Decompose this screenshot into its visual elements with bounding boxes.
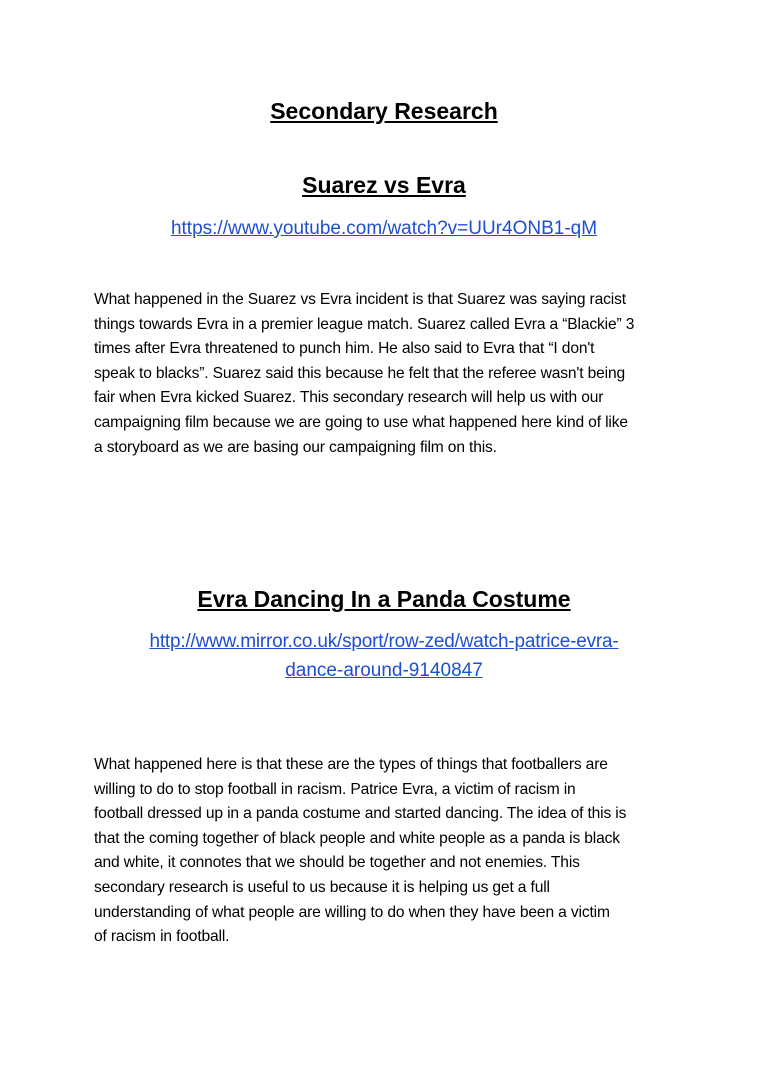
paragraph-line: understanding of what people are willing to do when they have been a victim [94,903,610,921]
section1-paragraph [94,288,674,460]
youtube-link[interactable]: https://www.youtube.com/watch?v=UUr4ONB1-qM [170,218,598,239]
section-heading-evra-panda: Evra Dancing In a Panda Costume [197,586,571,612]
paragraph-line: and white, it connotes that we should be together and not enemies. This [94,854,580,872]
paragraph-line: secondary research is useful to us because it is helping us get a full [94,878,550,896]
paragraph-line: What happened here is that these are the types of things that footballers are [94,756,608,773]
section-heading-suarez-vs-evra: Suarez vs Evra [302,172,466,198]
paragraph-line: of racism in football. [94,928,230,946]
paragraph-line: times after Evra threatened to punch him. He also said to Evra that “I don't [94,340,595,358]
paragraph-line: football dressed up in a panda costume and started dancing. The idea of this is [94,805,627,823]
paragraph-line: fair when Evra kicked Suarez. This secondary research will help us with our [94,389,604,407]
mirror-link[interactable] [90,627,678,685]
paragraph-line: speak to blacks”. Suarez said this because he felt that the referee wasn't being [94,364,626,382]
paragraph-line: things towards Evra in a premier league match. Suarez called Evra a “Blackie” 3 [94,315,635,333]
page-title: Secondary Research [270,98,498,124]
mirror-link-line-1[interactable]: http://www.mirror.co.uk/sport/row-zed/watch-patrice-evra- [149,631,619,652]
mirror-link-line-2[interactable]: dance-around-9140847 [285,660,483,681]
paragraph-line: campaigning film because we are going to use what happened here kind of like [94,413,628,431]
paragraph-line: a storyboard as we are basing our campaigning film on this. [94,438,497,456]
paragraph-line: What happened in the Suarez vs Evra incident is that Suarez was saying racist [94,291,626,308]
section2-paragraph [94,753,674,950]
paragraph-line: that the coming together of black people and white people as a panda is black [94,829,620,847]
paragraph-line: willing to do to stop football in racism. Patrice Evra, a victim of racism in [94,780,576,798]
